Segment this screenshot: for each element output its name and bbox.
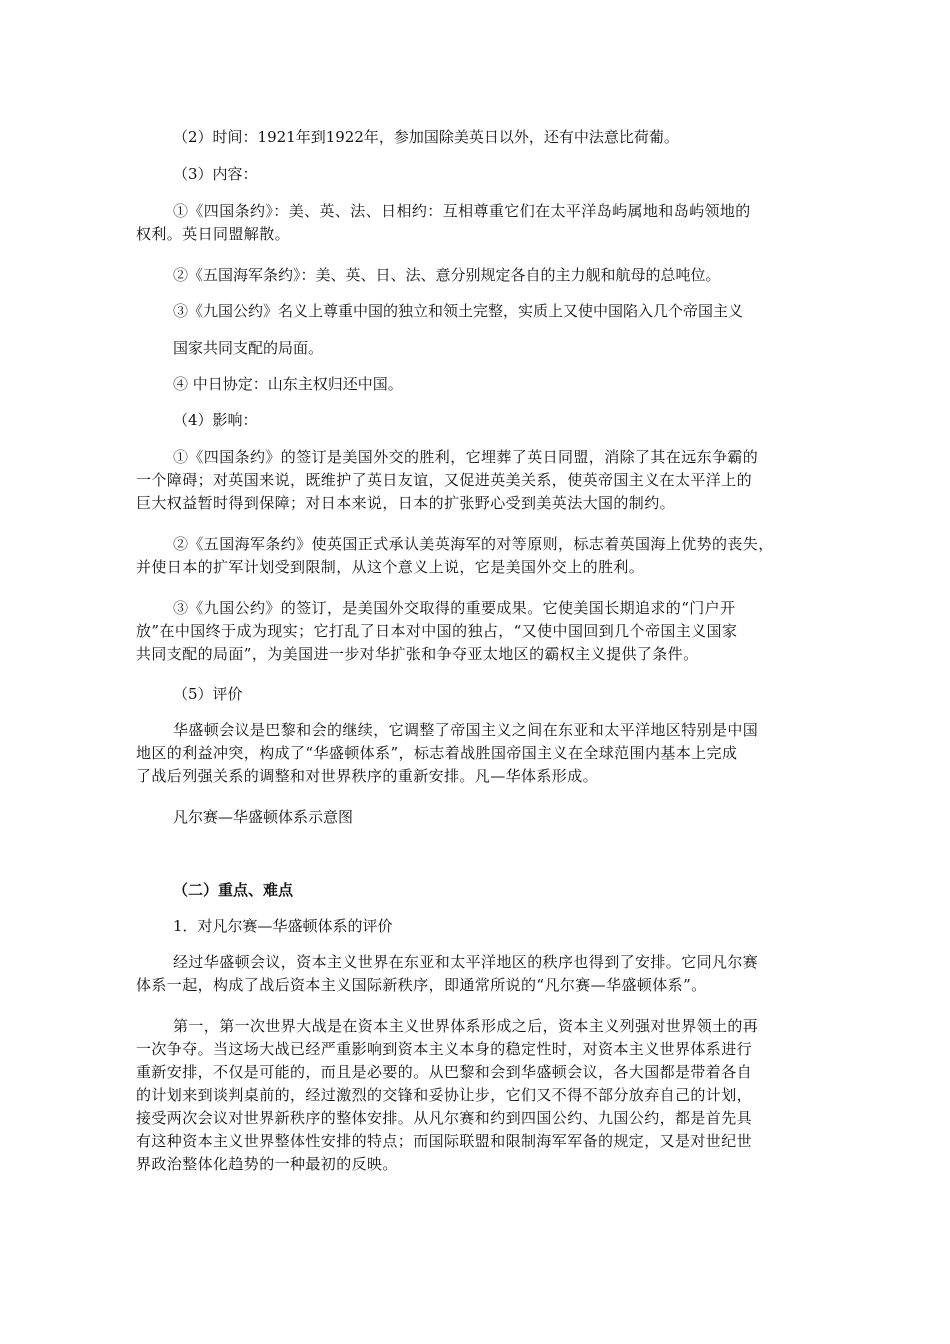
subsection-title: 1．对凡尔赛—华盛顿体系的评价 [173, 917, 393, 935]
evaluation-line: 了战后列强关系的调整和对世界秩序的重新安排。凡—华体系形成。 [136, 767, 599, 785]
first-point-paragraph [136, 1015, 758, 1176]
impact-item-1-line: ①《四国条约》的签订是美国外交的胜利，它埋葬了英日同盟，消除了其在远东争霸的 [173, 448, 759, 466]
impact-item-3-line: ③《九国公约》的签订，是美国外交取得的重要成果。它使美国长期追求的“门户开 [173, 599, 736, 617]
content-item-4: ④ 中日协定：山东主权归还中国。 [173, 375, 403, 393]
evaluation-line: 地区的利益冲突，构成了“华盛顿体系”，标志着战胜国帝国主义在全球范围内基本上完成 [136, 744, 738, 762]
evaluation-heading: （5）评价 [173, 685, 243, 703]
paragraph-line: 重新安排，不仅是可能的，而且是必要的。从巴黎和会到华盛顿会议，各大国都是带着各自 [136, 1063, 753, 1081]
paragraph-line: 体系一起，构成了战后资本主义国际新秩序，即通常所说的“凡尔赛—华盛顿体系”。 [136, 976, 707, 994]
paragraph-line: 接受两次会议对世界新秩序的整体安排。从凡尔赛和约到四国公约、九国公约，都是首先具 [136, 1109, 753, 1127]
content-item-1-line: ①《四国条约》：美、英、法、日相约：互相尊重它们在太平洋岛屿属地和岛屿领地的 [173, 202, 751, 220]
paragraph-line: 经过华盛顿会议，资本主义世界在东亚和太平洋地区的秩序也得到了安排。它同凡尔赛 [173, 953, 759, 971]
content-heading: （3）内容： [173, 165, 258, 183]
impact-item-2-line: 并使日本的扩军计划受到限制，从这个意义上说，它是美国外交上的胜利。 [136, 558, 645, 576]
impact-item-1 [136, 446, 758, 515]
content-item-3-line: 国家共同支配的局面。 [173, 339, 324, 357]
section-heading: （二）重点、难点 [173, 881, 294, 899]
content-item-3-line: ③《九国公约》名义上尊重中国的独立和领土完整，实质上又使中国陷入几个帝国主义 [173, 302, 744, 320]
paragraph-line: 界政治整体化趋势的一种最初的反映。 [136, 1155, 398, 1173]
content-item-1 [136, 200, 751, 246]
paragraph-line: 有这种资本主义世界整体性安排的特点；而国际联盟和限制海军军备的规定，又是对世纪世 [136, 1132, 753, 1150]
evaluation-line: 华盛顿会议是巴黎和会的继续，它调整了帝国主义之间在东亚和太平洋地区特别是中国 [173, 721, 759, 739]
paragraph-line: 第一，第一次世界大战是在资本主义世界体系形成之后，资本主义列强对世界领土的再 [173, 1017, 759, 1035]
evaluation-intro-paragraph [136, 951, 758, 997]
impact-item-1-line: 巨大权益暂时得到保障；对日本来说，日本的扩张野心受到美英法大国的制约。 [136, 494, 676, 512]
impact-heading: （4）影响： [173, 411, 258, 429]
impact-item-3-line: 共同支配的局面”，为美国进一步对华扩张和争夺亚太地区的霸权主义提供了条件。 [136, 645, 699, 663]
impact-item-1-line: 一个障碍；对英国来说，既维护了英日友谊，又促进英美关系，使英帝国主义在太平洋上的 [136, 471, 753, 489]
impact-item-3 [136, 597, 737, 666]
paragraph-line: 的计划来到谈判桌前的，经过激烈的交锋和妥协让步，它们又不得不部分放弃自己的计划， [136, 1086, 753, 1104]
paragraph-line: 一次争夺。当这场大战已经严重影响到资本主义本身的稳定性时，对资本主义世界体系进行 [136, 1040, 753, 1058]
time-paragraph: （2）时间：1921年到1922年，参加国除美英日以外，还有中法意比荷葡。 [173, 128, 679, 146]
content-item-1-line: 权利。英日同盟解散。 [136, 225, 291, 243]
diagram-caption: 凡尔赛—华盛顿体系示意图 [173, 808, 354, 826]
content-item-2: ②《五国海军条约》：美、英、日、法、意分别规定各自的主力舰和航母的总吨位。 [173, 266, 721, 284]
impact-item-3-line: 放”在中国终于成为现实；它打乱了日本对中国的独占，“又使中国回到几个帝国主义国家 [136, 622, 738, 640]
evaluation-paragraph [136, 719, 758, 788]
impact-item-2 [136, 533, 774, 579]
impact-item-2-line: ②《五国海军条约》使英国正式承认美英海军的对等原则，标志着英国海上优势的丧失， [173, 535, 774, 553]
